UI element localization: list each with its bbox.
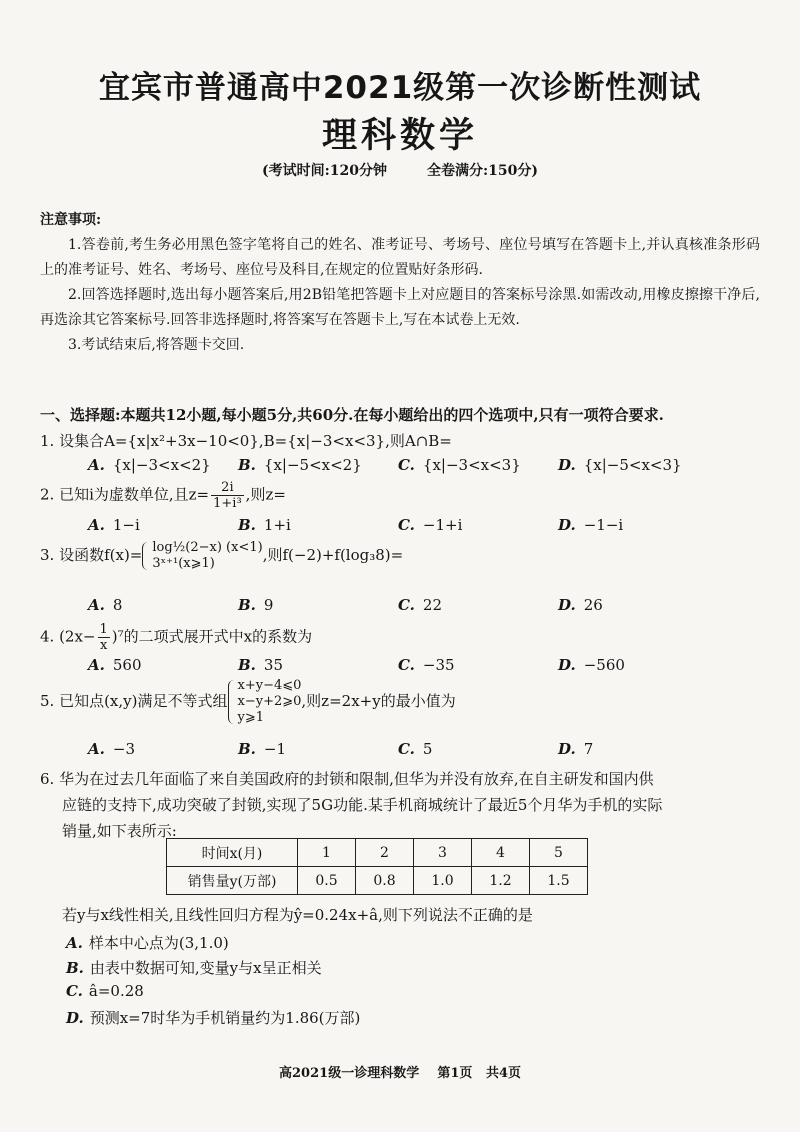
q4-option-d (558, 656, 625, 674)
question-4 (40, 622, 770, 653)
exam-subject: 理科数学 (321, 116, 478, 156)
question-4-options (78, 656, 758, 678)
footer-name: 高2021级一诊理科数学 (279, 1066, 420, 1081)
table-cell: 1.2 (472, 867, 530, 895)
q2-option-c (398, 516, 462, 534)
table-row-head: 销售量y(万部) (167, 867, 298, 895)
option-label: A. (88, 596, 105, 614)
question-2-options (78, 516, 758, 538)
option-text: 22 (422, 596, 442, 614)
q6-option-a (66, 932, 766, 953)
q5-option-b (238, 740, 286, 758)
option-text: 预测x=7时华为手机销量约为1.86(万部) (89, 1009, 361, 1027)
q4-option-b (238, 656, 283, 674)
section-heading: 一、选择题:本题共12小题,每小题5分,共60分.在每小题给出的四个选项中,只有一项符合要求. (40, 406, 664, 424)
option-text: â=0.28 (88, 982, 144, 1000)
q2-fraction (211, 480, 244, 511)
question-2 (40, 480, 770, 511)
option-label: B. (238, 740, 256, 758)
q6-option-c (66, 982, 766, 1000)
option-label: B. (238, 656, 256, 674)
q3-option-c (398, 596, 442, 614)
option-label: A. (88, 740, 105, 758)
q5-option-a (88, 740, 135, 758)
notice-heading: 注意事项: (40, 212, 102, 228)
q3-case-1: log½(2−x) (x<1) (152, 540, 263, 555)
option-label: A. (88, 456, 105, 474)
q5-post: ,则z=2x+y的最小值为 (301, 692, 456, 710)
q4-pre: 4. (2x− (40, 627, 96, 646)
q6-condition: 若y与x线性相关,且线性回归方程为ŷ=0.24x+â,则下列说法不正确的是 (62, 906, 533, 924)
q2-post: ,则z= (245, 485, 286, 504)
table-cell: 1.5 (530, 867, 588, 895)
table-cell: 0.5 (298, 867, 356, 895)
q2-option-b (238, 516, 291, 534)
option-label: D. (558, 656, 576, 674)
q1-option-c (398, 456, 521, 474)
notice-item-2: 2.回答选择题时,选出每小题答案后,用2B铅笔把答题卡上对应题目的答案标号涂黑.如需改动,用橡皮擦擦干净后,再选涂其它答案标号.回答非选择题时,将答案写在答题卡上,写在本试卷上无效. (40, 287, 760, 328)
q1-option-a (88, 456, 211, 474)
option-text: 1−i (112, 516, 140, 534)
q6-option-d (66, 1007, 766, 1028)
option-label: A. (88, 516, 105, 534)
q3-option-d (558, 596, 603, 614)
option-text: −3 (112, 740, 135, 758)
notice-item-1: 1.答卷前,考生务必用黑色签字笔将自己的姓名、准考证号、考场号、座位号填写在答题卡上,并认真核准条形码上的准考证号、姓名、考场号、座位号及科目,在规定的位置贴好条形码. (40, 237, 760, 278)
q5-ineq-2: x−y+2⩾0 (237, 694, 302, 709)
option-label: C. (398, 740, 415, 758)
question-1-options (78, 456, 758, 478)
table-cell: 0.8 (356, 867, 414, 895)
q4-post: )⁷的二项式展开式中x的系数为 (111, 627, 313, 646)
option-text: −35 (422, 656, 455, 674)
option-label: A. (66, 934, 83, 952)
q5-pre: 5. 已知点(x,y)满足不等式组 (40, 692, 228, 710)
q3-piecewise (142, 540, 262, 572)
q2-num: 2i (211, 480, 244, 496)
option-text: {x|−3<x<3} (422, 456, 521, 474)
table-cell: 1 (298, 839, 356, 867)
q4-num: 1 (99, 622, 108, 637)
q5-option-c (398, 740, 432, 758)
option-label: D. (558, 740, 576, 758)
exam-info (0, 160, 800, 180)
table-row (167, 867, 588, 895)
q4-option-a (88, 656, 142, 674)
option-text: 8 (112, 596, 123, 614)
question-6 (40, 766, 765, 844)
option-label: C. (66, 982, 83, 1000)
table-cell: 2 (356, 839, 414, 867)
footer-page: 第1页 (437, 1066, 473, 1081)
table-cell: 3 (414, 839, 472, 867)
q5-ineq-3: y⩾1 (237, 710, 265, 725)
q6-option-b (66, 957, 766, 978)
q3-pre: 3. 设函数f(x)= (40, 546, 143, 564)
question-1: 1. 设集合A={x|x²+3x−10<0},B={x|−3<x<3},则A∩B= (40, 432, 452, 450)
question-5 (40, 678, 770, 726)
table-cell: 5 (530, 839, 588, 867)
option-label: D. (558, 456, 576, 474)
q3-option-a (88, 596, 122, 614)
page-footer (0, 1062, 800, 1081)
option-text: 7 (583, 740, 594, 758)
option-label: D. (558, 516, 576, 534)
option-label: B. (66, 959, 84, 977)
q5-ineq-1: x+y−4⩽0 (237, 678, 302, 693)
exam-score: 全卷满分:150分) (427, 163, 539, 179)
option-label: B. (238, 596, 256, 614)
option-label: D. (66, 1009, 84, 1027)
q3-case-2: 3ˣ⁺¹(x⩾1) (152, 556, 215, 571)
option-text: 1+i (263, 516, 291, 534)
q6-line-3: 销量,如下表所示: (62, 822, 177, 840)
option-text: 560 (112, 656, 142, 674)
option-label: B. (238, 456, 256, 474)
option-label: C. (398, 516, 415, 534)
option-text: 26 (583, 596, 603, 614)
option-label: C. (398, 596, 415, 614)
option-text: {x|−5<x<3} (583, 456, 682, 474)
option-text: 样本中心点为(3,1.0) (88, 934, 229, 952)
question-3-options (78, 596, 758, 618)
sales-table (166, 838, 588, 895)
q2-pre: 2. 已知i为虚数单位,且z= (40, 485, 210, 504)
question-5-options (78, 740, 758, 762)
q3-option-b (238, 596, 273, 614)
notice-block (40, 208, 760, 358)
q5-option-d (558, 740, 593, 758)
option-label: D. (558, 596, 576, 614)
q2-den: 1+i³ (213, 496, 242, 511)
option-text: −1−i (583, 516, 624, 534)
option-label: B. (238, 516, 256, 534)
table-cell: 1.0 (414, 867, 472, 895)
option-text: −560 (583, 656, 625, 674)
q4-fraction (98, 622, 110, 653)
option-label: A. (88, 656, 105, 674)
option-text: 由表中数据可知,变量y与x呈正相关 (89, 959, 322, 977)
q4-option-c (398, 656, 455, 674)
q2-option-d (558, 516, 623, 534)
q6-line-1: 6. 华为在过去几年面临了来自美国政府的封锁和限制,但华为并没有放弃,在自主研发和国内供 (40, 770, 654, 788)
option-text: {x|−3<x<2} (112, 456, 211, 474)
option-text: {x|−5<x<2} (263, 456, 362, 474)
q5-system (228, 678, 302, 726)
option-text: −1 (263, 740, 287, 758)
question-3 (40, 540, 770, 572)
option-text: 5 (422, 740, 433, 758)
option-text: 9 (263, 596, 274, 614)
q1-option-b (238, 456, 362, 474)
q3-post: ,则f(−2)+f(log₃8)= (262, 546, 404, 564)
table-row-head: 时间x(月) (167, 839, 298, 867)
table-cell: 4 (472, 839, 530, 867)
option-label: C. (398, 656, 415, 674)
notice-item-3: 3.考试结束后,将答题卡交回. (68, 337, 245, 353)
option-text: 35 (263, 656, 283, 674)
q1-option-d (558, 456, 682, 474)
q6-line-2: 应链的支持下,成功突破了封锁,实现了5G功能.某手机商城统计了最近5个月华为手机的实际 (62, 796, 663, 814)
table-row (167, 839, 588, 867)
option-text: −1+i (422, 516, 463, 534)
option-label: C. (398, 456, 415, 474)
exam-title: 宜宾市普通高中2021级第一次诊断性测试 (98, 70, 702, 106)
q4-den: x (99, 638, 108, 653)
footer-total: 共4页 (485, 1066, 521, 1081)
exam-time: (考试时间:120分钟 (261, 163, 387, 179)
q2-option-a (88, 516, 140, 534)
